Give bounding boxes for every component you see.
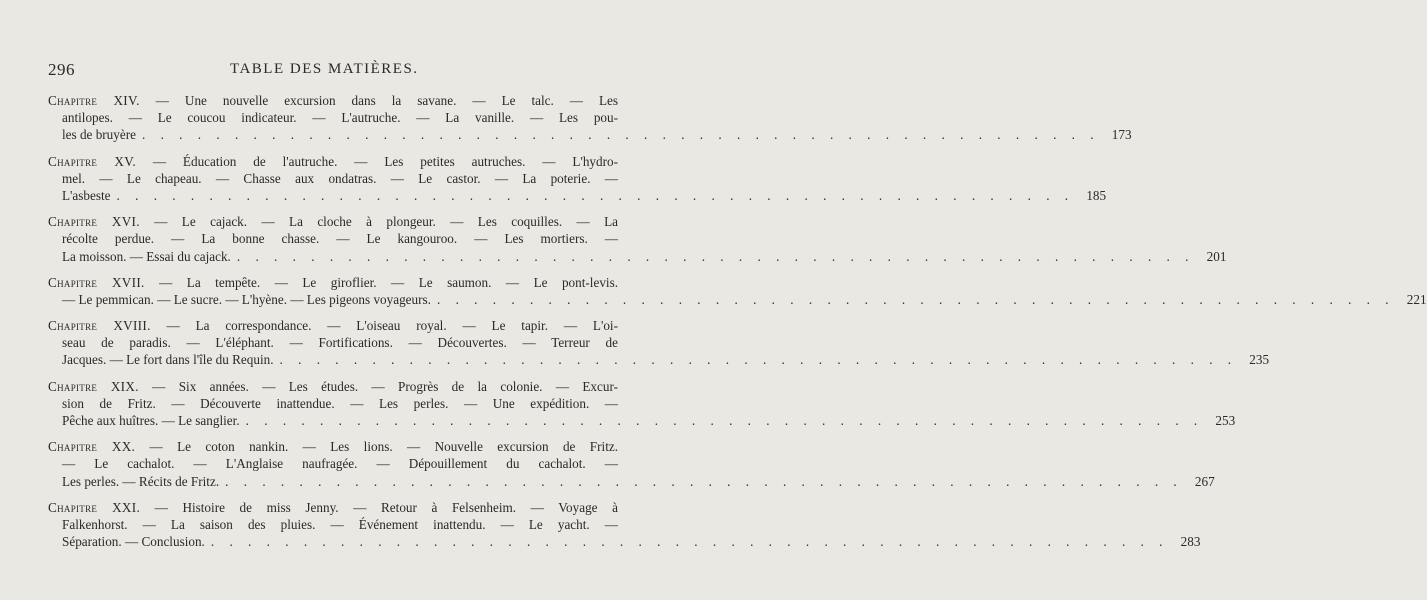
- toc-entry-first-line: [48, 213, 618, 230]
- toc-entry-chapter-15: [48, 153, 1107, 205]
- chapter-label: Chapitre XIX.: [48, 378, 139, 394]
- toc-entry-first-line: [48, 499, 618, 516]
- page-ref: 253: [1215, 413, 1236, 428]
- dot-leader: . . . . . . . . . . . . . . . . . . . . . . . . . . . . . . . . . . . . . . . . . . . . . . . . . . . .: [245, 413, 1204, 428]
- entry-text: — Une nouvelle excursion dans la savane. — Le talc. — Les: [155, 93, 619, 108]
- dot-leader: . . . . . . . . . . . . . . . . . . . . . . . . . . . . . . . . . . . . . . . . . . . . . . . . . . . .: [141, 127, 1100, 143]
- toc-entry-last-line: [48, 187, 1107, 204]
- toc-entry-chapter-20: [48, 438, 1215, 490]
- page-ref: 201: [1206, 248, 1227, 264]
- chapter-label: Chapitre XX.: [48, 439, 136, 455]
- chapter-label: Chapitre XVI.: [48, 214, 140, 230]
- entry-text: — Le coton nankin. — Les lions. — Nouvelle excursion de Fritz.: [149, 439, 619, 455]
- chapter-label: Chapitre XIV.: [48, 93, 140, 108]
- toc-entry-last-line: [48, 533, 1201, 550]
- entry-text: — Le cajack. — La cloche à plongeur. — Les coquilles. — La: [154, 214, 618, 230]
- toc-entry-first-line: [48, 378, 618, 395]
- toc-entry-chapter-19: [48, 378, 1236, 430]
- toc-entry-first-line: [48, 153, 618, 170]
- toc-entry-line: seau de paradis. — L'éléphant. — Fortifications. — Découvertes. — Terreur de: [62, 335, 618, 351]
- chapter-label: Chapitre XVII.: [48, 274, 145, 290]
- toc-entry-line: sion de Fritz. — Découverte inattendue. — Les perles. — Une expédition. —: [62, 395, 618, 411]
- toc-entry-chapter-18: [48, 317, 1270, 369]
- toc-entry-chapter-14: [48, 92, 1132, 144]
- toc-entry-first-line: [48, 317, 618, 334]
- page-ref: 173: [1111, 127, 1132, 143]
- toc-entry-line: — Le cachalot. — L'Anglaise naufragée. — Dépouillement du cachalot. —: [62, 456, 618, 472]
- toc-entry-last-line: [48, 291, 1427, 308]
- toc-entry-last-line: [48, 351, 1270, 368]
- entry-text: — La tempête. — Le giroflier. — Le saumon. — Le pont-levis.: [159, 274, 619, 290]
- page-ref: 235: [1249, 352, 1270, 368]
- toc-entry-line: antilopes. — Le coucou indicateur. — L'autruche. — La vanille. — Les pou-: [62, 110, 618, 126]
- entry-text: — Le pemmican. — Le sucre. — L'hyène. — Les pigeons voyageurs.: [62, 291, 431, 307]
- toc-entry-first-line: [48, 274, 618, 291]
- page-header: [48, 60, 618, 84]
- page-title: TABLE DES MATIÈRES.: [230, 61, 419, 77]
- dot-leader: . . . . . . . . . . . . . . . . . . . . . . . . . . . . . . . . . . . . . . . . . . . . . . . . . . . .: [279, 352, 1238, 368]
- entry-text: Jacques. — Le fort dans l'île du Requin.: [62, 352, 274, 368]
- toc-entry-chapter-16: [48, 213, 1227, 265]
- toc-entry-first-line: [48, 438, 618, 455]
- entry-text: — La correspondance. — L'oiseau royal. — Le tapir. — L'oi-: [166, 318, 618, 334]
- toc-entry-line: mel. — Le chapeau. — Chasse aux ondatras. — Le castor. — La poterie. —: [62, 170, 618, 186]
- page-number: 296: [48, 60, 75, 79]
- toc-entry-last-line: [48, 412, 1236, 429]
- dot-leader: . . . . . . . . . . . . . . . . . . . . . . . . . . . . . . . . . . . . . . . . . . . . . . . . . . . .: [436, 291, 1395, 307]
- toc-entry-line: Falkenhorst. — La saison des pluies. — Événement inattendu. — Le yacht. —: [62, 516, 618, 532]
- dot-leader: . . . . . . . . . . . . . . . . . . . . . . . . . . . . . . . . . . . . . . . . . . . . . . . . . . . .: [210, 534, 1169, 550]
- toc-entry-first-line: [48, 92, 618, 109]
- page-ref: 185: [1086, 187, 1107, 203]
- page-ref: 283: [1180, 534, 1201, 550]
- page-ref: 267: [1194, 473, 1215, 489]
- entry-text: — Histoire de miss Jenny. — Retour à Felsenheim. — Voyage à: [154, 499, 618, 515]
- dot-leader: . . . . . . . . . . . . . . . . . . . . . . . . . . . . . . . . . . . . . . . . . . . . . . . . . . . .: [225, 473, 1183, 489]
- entry-text: La moisson. — Essai du cajack.: [62, 248, 231, 264]
- toc-entry-chapter-17: [48, 274, 1427, 308]
- toc-entry-chapter-21: [48, 499, 1201, 551]
- chapter-label: Chapitre XXI.: [48, 499, 141, 515]
- chapter-label: Chapitre XV.: [48, 153, 136, 169]
- entry-text: Pêche aux huîtres. — Le sanglier.: [62, 413, 240, 428]
- table-of-contents: [48, 92, 1427, 559]
- entry-text: Séparation. — Conclusion.: [62, 534, 205, 550]
- chapter-label: Chapitre XVIII.: [48, 318, 151, 334]
- toc-entry-last-line: [48, 126, 1132, 143]
- dot-leader: . . . . . . . . . . . . . . . . . . . . . . . . . . . . . . . . . . . . . . . . . . . . . . . . . . . .: [116, 187, 1075, 203]
- toc-entry-line: récolte perdue. — La bonne chasse. — Le kangouroo. — Les mortiers. —: [62, 231, 618, 247]
- toc-entry-last-line: [48, 473, 1215, 490]
- dot-leader: . . . . . . . . . . . . . . . . . . . . . . . . . . . . . . . . . . . . . . . . . . . . . . . . . . . .: [236, 248, 1195, 264]
- entry-text: les de bruyère: [62, 127, 136, 143]
- toc-entry-last-line: [48, 248, 1227, 265]
- page-ref: 221: [1406, 291, 1427, 307]
- entry-text: — Éducation de l'autruche. — Les petites autruches. — L'hydro-: [152, 153, 618, 169]
- entry-text: L'asbeste: [62, 187, 111, 203]
- entry-text: — Six années. — Les études. — Progrès de la colonie. — Excur-: [152, 378, 618, 394]
- entry-text: Les perles. — Récits de Fritz.: [62, 473, 220, 489]
